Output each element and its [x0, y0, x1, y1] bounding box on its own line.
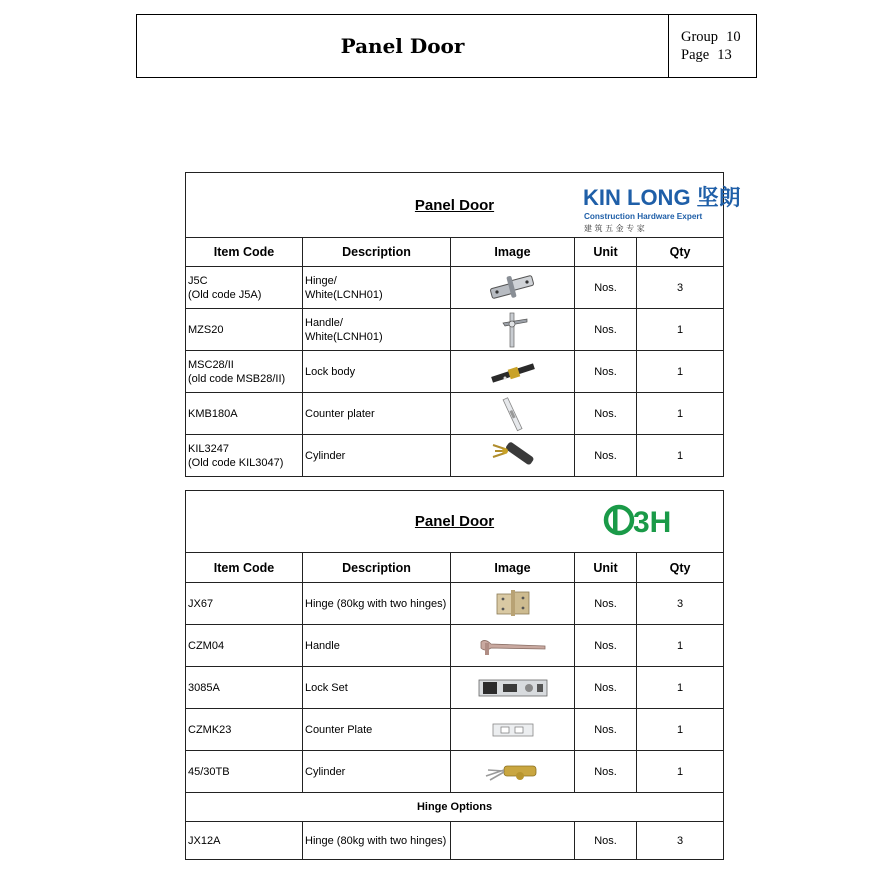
table-row — [186, 667, 724, 709]
item-code: MZS20 — [186, 309, 303, 351]
svg-text:Construction Hardware Expert: Construction Hardware Expert — [584, 212, 703, 221]
item-code: JX12A — [186, 822, 303, 860]
kinlong-table — [185, 172, 741, 477]
item-unit: Nos. — [575, 309, 637, 351]
group-value: 10 — [726, 29, 741, 45]
item-qty: 1 — [637, 625, 724, 667]
item-qty: 1 — [637, 709, 724, 751]
table-row — [186, 351, 724, 393]
item-unit: Nos. — [575, 709, 637, 751]
col-item-code: Item Code — [186, 238, 303, 267]
item-image — [451, 667, 575, 709]
counter-plate-icon — [483, 712, 543, 748]
page-label: Page — [681, 47, 710, 63]
col-unit: Unit — [575, 553, 637, 583]
item-description: Cylinder — [303, 435, 451, 477]
col-description: Description — [303, 238, 451, 267]
item-image — [451, 822, 575, 860]
svg-text:建 筑 五 金 专 家: 建 筑 五 金 专 家 — [584, 224, 645, 233]
item-description: Hinge/ White(LCNH01) — [303, 267, 451, 309]
table-row — [186, 751, 724, 793]
table-row — [186, 625, 724, 667]
item-qty: 1 — [637, 351, 724, 393]
table-row — [186, 435, 724, 477]
hinge-icon — [483, 270, 543, 306]
item-code: CZMK23 — [186, 709, 303, 751]
item-qty: 3 — [637, 583, 724, 625]
handle-icon — [475, 628, 551, 664]
item-description: Handle/ White(LCNH01) — [303, 309, 451, 351]
handle-icon — [483, 311, 543, 349]
header-row — [186, 238, 724, 267]
section-title: Panel Door — [414, 196, 495, 214]
item-image — [451, 709, 575, 751]
item-unit: Nos. — [575, 625, 637, 667]
item-qty: 1 — [637, 751, 724, 793]
lock-set-icon — [473, 670, 553, 706]
item-unit: Nos. — [575, 267, 637, 309]
table-row — [186, 393, 724, 435]
col-image: Image — [451, 238, 575, 267]
item-description: Cylinder — [303, 751, 451, 793]
svg-text:3H: 3H — [633, 506, 672, 539]
item-qty: 1 — [637, 309, 724, 351]
item-description: Lock body — [303, 351, 451, 393]
item-unit: Nos. — [575, 751, 637, 793]
3h-table — [185, 490, 724, 860]
options-header-row — [186, 793, 724, 822]
col-qty: Qty — [637, 238, 724, 267]
col-qty: Qty — [637, 553, 724, 583]
table-row — [186, 583, 724, 625]
col-description: Description — [303, 553, 451, 583]
cylinder-icon — [483, 437, 543, 475]
section-title: Panel Door — [414, 513, 495, 530]
item-code: MSC28/II (old code MSB28/II) — [186, 351, 303, 393]
table-row — [186, 822, 724, 860]
item-code: KMB180A — [186, 393, 303, 435]
hinge-icon — [483, 586, 543, 622]
hinge-options-label: Hinge Options — [186, 793, 724, 822]
item-code: 45/30TB — [186, 751, 303, 793]
item-unit: Nos. — [575, 583, 637, 625]
item-qty: 3 — [637, 267, 724, 309]
item-qty: 1 — [637, 393, 724, 435]
table-row — [186, 267, 724, 309]
group-label: Group — [681, 29, 719, 45]
item-image — [451, 583, 575, 625]
page-header — [136, 14, 757, 78]
item-unit: Nos. — [575, 435, 637, 477]
item-description: Lock Set — [303, 667, 451, 709]
page-meta — [668, 15, 756, 77]
col-image: Image — [451, 553, 575, 583]
item-image — [451, 751, 575, 793]
item-image — [451, 351, 575, 393]
item-unit: Nos. — [575, 822, 637, 860]
3h-logo — [603, 501, 687, 539]
item-qty: 1 — [637, 667, 724, 709]
item-code: JX67 — [186, 583, 303, 625]
item-unit: Nos. — [575, 667, 637, 709]
item-unit: Nos. — [575, 393, 637, 435]
item-qty: 1 — [637, 435, 724, 477]
item-image — [451, 625, 575, 667]
item-code: J5C (Old code J5A) — [186, 267, 303, 309]
lock-body-icon — [483, 354, 543, 390]
header-row — [186, 553, 724, 583]
page-value: 13 — [717, 47, 732, 63]
item-code: 3085A — [186, 667, 303, 709]
item-image — [451, 267, 575, 309]
group-row — [681, 28, 756, 46]
item-image — [451, 435, 575, 477]
item-qty: 3 — [637, 822, 724, 860]
item-description: Handle — [303, 625, 451, 667]
item-description: Counter plater — [303, 393, 451, 435]
item-description: Hinge (80kg with two hinges) — [303, 822, 451, 860]
item-code: KIL3247 (Old code KIL3047) — [186, 435, 303, 477]
page-row — [681, 46, 756, 64]
col-unit: Unit — [575, 238, 637, 267]
svg-text:KIN LONG 坚朗: KIN LONG 坚朗 — [583, 185, 741, 210]
table-title-row — [186, 173, 724, 238]
item-description: Counter Plate — [303, 709, 451, 751]
table-row — [186, 309, 724, 351]
table-row — [186, 709, 724, 751]
cylinder-icon — [480, 754, 546, 790]
item-description: Hinge (80kg with two hinges) — [303, 583, 451, 625]
page-title: Panel Door — [340, 34, 465, 58]
item-code: CZM04 — [186, 625, 303, 667]
col-item-code: Item Code — [186, 553, 303, 583]
counter-plate-icon — [483, 395, 543, 433]
item-unit: Nos. — [575, 351, 637, 393]
kinlong-logo — [583, 179, 741, 235]
item-image — [451, 309, 575, 351]
item-image — [451, 393, 575, 435]
table-title-row — [186, 491, 724, 553]
